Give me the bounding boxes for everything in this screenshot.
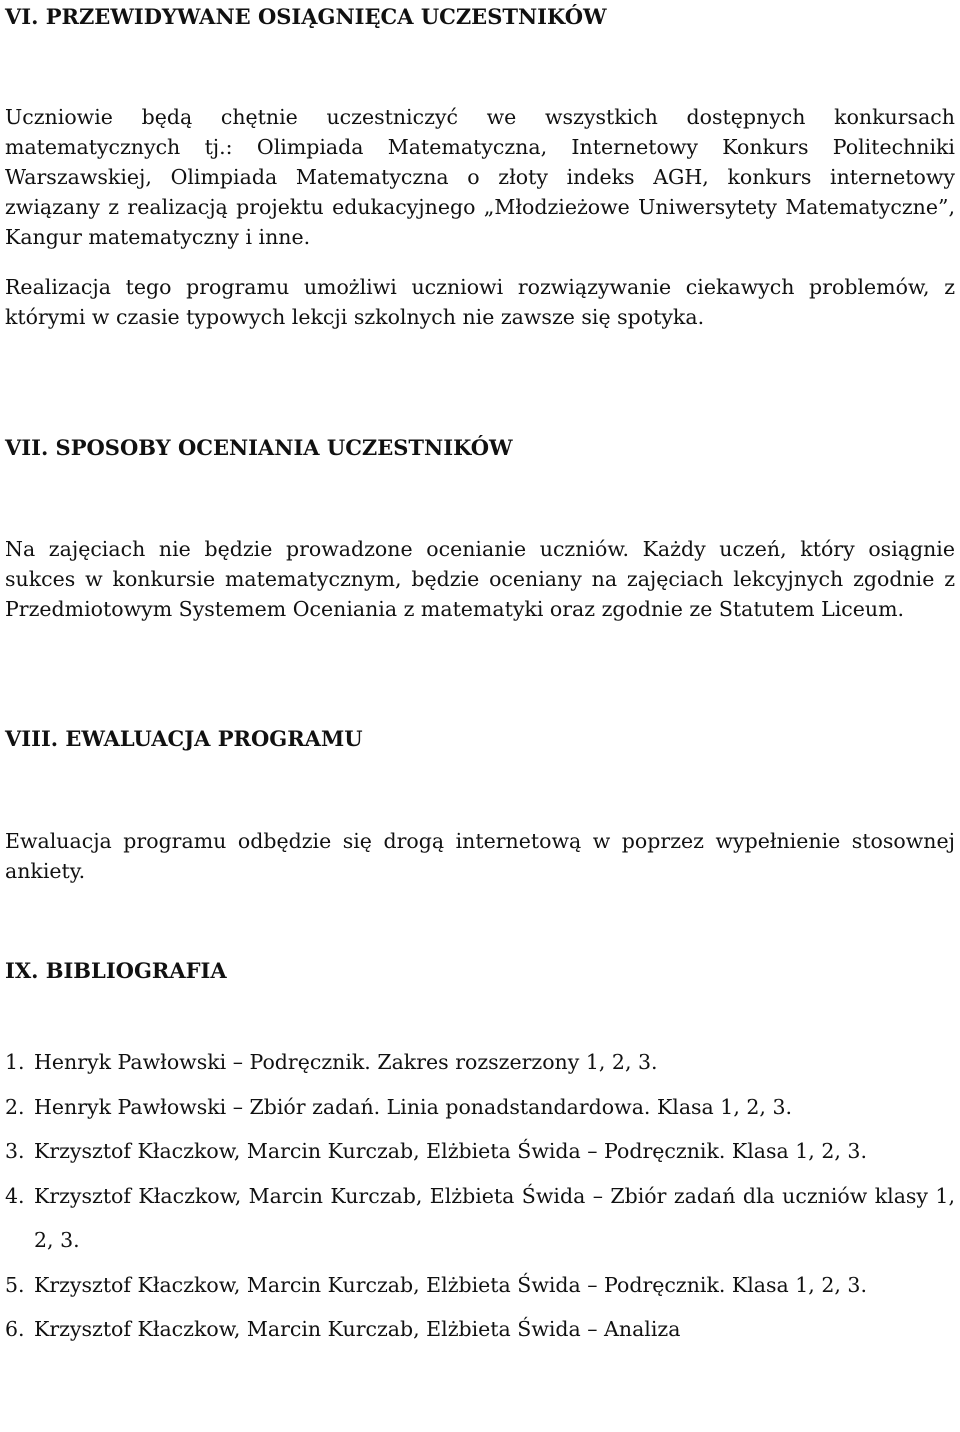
paragraph-evaluation: Ewaluacja programu odbędzie się drogą internetową w poprzez wypełnienie stosownej ankiety. <box>5 829 955 883</box>
bibliography-item-text: Henryk Pawłowski – Podręcznik. Zakres rozszerzony 1, 2, 3. <box>34 1050 658 1074</box>
paragraph-achievements: Uczniowie będą chętnie uczestniczyć we wszystkich dostępnych konkursach matematycznych tj.: Olimpiada Matematyczna, Internetowy Konkurs Politechniki Warszawskiej, Olimpiada Matematyczna o złoty indeks AGH, konkurs internetowy związany z realizacją projektu edukacyjnego „Młodzieżowe Uniwersytety Matematyczne”, Kangur matematyczny i inne. <box>5 105 955 249</box>
bibliography-item-number: 4. <box>5 1183 25 1208</box>
bibliography-item-text: Henryk Pawłowski – Zbiór zadań. Linia ponadstandardowa. Klasa 1, 2, 3. <box>34 1094 793 1119</box>
section-heading-vi: VI. PRZEWIDYWANE OSIĄGNIĘCA UCZESTNIKÓW <box>5 4 607 29</box>
bibliography-item <box>5 1307 955 1352</box>
bibliography-item <box>5 1040 955 1085</box>
bibliography-item <box>5 1129 955 1174</box>
section-heading-viii: VIII. EWALUACJA PROGRAMU <box>5 726 363 751</box>
bibliography-item-number: 6. <box>5 1317 25 1341</box>
bibliography-item-text: Krzysztof Kłaczkow, Marcin Kurczab, Elżbieta Świda – Podręcznik. Klasa 1, 2, 3. <box>34 1139 867 1163</box>
bibliography-item-number: 5. <box>5 1272 25 1297</box>
bibliography-item <box>5 1263 955 1308</box>
bibliography-item-number: 1. <box>5 1050 25 1074</box>
bibliography-item-text: Krzysztof Kłaczkow, Marcin Kurczab, Elżbieta Świda – Analiza <box>34 1317 681 1341</box>
bibliography-item <box>5 1174 955 1263</box>
paragraph-program-benefits: Realizacja tego programu umożliwi uczniowi rozwiązywanie ciekawych problemów, z którymi w czasie typowych lekcji szkolnych nie zawsze się spotyka. <box>5 275 955 329</box>
bibliography-list <box>5 1040 955 1352</box>
section-heading-vii: VII. SPOSOBY OCENIANIA UCZESTNIKÓW <box>5 435 513 460</box>
bibliography-item <box>5 1085 955 1130</box>
section-heading-ix: IX. BIBLIOGRAFIA <box>5 958 227 983</box>
paragraph-assessment: Na zajęciach nie będzie prowadzone ocenianie uczniów. Każdy uczeń, który osiągnie sukces w konkursie matematycznym, będzie oceniany na zajęciach lekcyjnych zgodnie z Przedmiotowym Systemem Oceniania z matematyki oraz zgodnie ze Statutem Liceum. <box>5 537 955 621</box>
bibliography-item-number: 2. <box>5 1094 25 1119</box>
bibliography-item-text: Krzysztof Kłaczkow, Marcin Kurczab, Elżbieta Świda – Podręcznik. Klasa 1, 2, 3. <box>34 1272 867 1297</box>
bibliography-item-text: Krzysztof Kłaczkow, Marcin Kurczab, Elżbieta Świda – Zbiór zadań dla uczniów klasy 1, 2, 3. <box>34 1183 955 1252</box>
bibliography-item-number: 3. <box>5 1139 25 1163</box>
